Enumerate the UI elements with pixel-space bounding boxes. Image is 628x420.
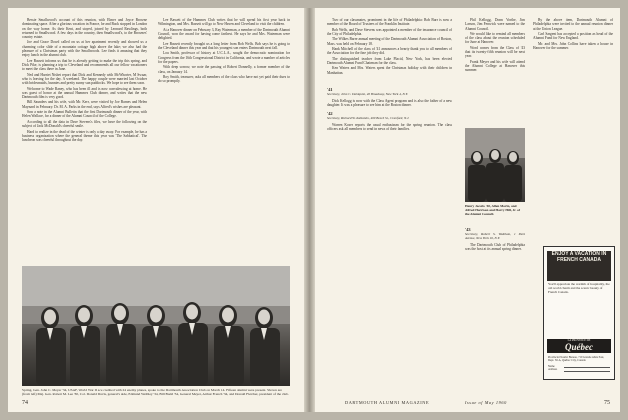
photo-caption: Spring, Gen. John C. Meyer '34, USAF, World War II ace credited with 24 enemy planes, spoke to the Dartmouth Association Club on March 14. Fifteen alumni were present. Shown are (from left) Maj. Gen. Robert M. Lee '30, Col. Donald Davis, general's aide, Edmund Weibley '34, Bill Budd '34, General Meyer, Arthur French '34, and Donald Fletcher, president of the club. [22, 388, 289, 397]
right-column-3 [533, 18, 613, 240]
ad-brand-banner [547, 339, 611, 353]
paragraph: The Wilkes Barre annual meeting of the Dartmouth Alumni Association of Boston, Mass. was held on February 18. [327, 37, 452, 46]
paragraph: Dick Kellogg is now with the Class Agent program and is also the father of a new daughter. It was a pleasure to see him at the Boston dinner. [327, 99, 452, 108]
paragraph: The distinguished teacher from Lake Placid, New York, has been elected Dartmouth Alumni Fund Chairman for the class. [327, 56, 452, 65]
paragraph: Bill Saunders and his wife, with Mr. Kerr, were visited by Joe Barnes and Helen Maynard in February. Dr. M. A. Parks in the end, says Alfred's wishes are pleasant. [22, 100, 147, 109]
issue-date-footer: Issue of May 1960 [465, 400, 507, 405]
paragraph: Phil Kellogg, Donn Vorthe, Jim Larson, Jim Fenwick were named to the Alumni Council. [465, 18, 525, 31]
paragraph: Lee Bassett recently brought us a long letter from Bob Wells. Bob says he is going to the Cleveland dinner this year and that his youngest son enters Dartmouth next fall. [158, 41, 290, 50]
class-secretary-address: Secretary, Robert S. Waltham, 1 Park Avenue, New York 16, N.Y. [465, 232, 525, 241]
paragraph: Bob Wells, and Dave Stevens was appointed a member of the insurance council of the City of Philadelphia. [327, 27, 452, 36]
paragraph: By the above item, Dartmouth Alumni of Philadelphia were invited to the annual reunion dinner at the Union League. [533, 18, 613, 31]
paragraph: Roy Smith, treasurer, asks all members of the class who have not yet paid their dues to do so promptly. [158, 74, 290, 84]
ad-coupon-form [548, 365, 610, 372]
right-page [315, 8, 620, 412]
paragraph: We would like to remind all members of the class about the reunion scheduled for June at Hanover. [465, 31, 525, 45]
right-column-2-lower [465, 224, 525, 390]
paragraph: At a Hanover dinner on February 3, Ray Waterman, a member of the Dartmouth Alumni Council, won the award for having come farthest. He says he and Mrs. Waterman were delighted. [158, 27, 290, 41]
paragraph: Saw a note in the Alumni Bulletin that the first Dartmouth dinner of the year, with Helen Wallace, for a dinner of the Alumni Council of the College. [22, 110, 147, 119]
magazine-footer: DARTMOUTH ALUMNI MAGAZINE [345, 400, 430, 405]
left-column-1 [22, 18, 147, 262]
graduates-photo [465, 128, 525, 202]
class-heading-41: '41 [327, 86, 333, 92]
graduates-photo-figures [465, 128, 525, 202]
paragraph: Lou Smith, professor of history at U.C.L.A., sought the democratic nomination for Congress from the 16th Congressional District in California, and wrote a number of articles for the papers. [158, 51, 290, 64]
group-photo-figures [22, 266, 290, 386]
paragraph: Lee Bassett informs us that he is already getting to make the trip this spring, and Dick Pike, is planning a trip to Cleveland and recommends all our fellow vacationers to meet the class there in June. [22, 58, 147, 72]
left-column-2 [158, 18, 290, 262]
paragraph: Ned and Harriet Nisbet report that Dick and Kennedy with McWhorter, M Swaar, who is leaving for the day. A weekend. The happy couple were married last October with bridesmaids, bunnies and pretty sunny sun paddocks. We hope to see them soon. [22, 72, 147, 86]
right-column-1 [327, 18, 452, 390]
ad-brand-logo: Québec [565, 342, 593, 352]
page-number-left: 74 [22, 400, 28, 406]
paragraph: The Dartmouth Club of Philadelphia was the host at its annual spring dinner. [465, 243, 525, 252]
quebec-tourism-ad [543, 246, 615, 380]
ad-form-address-label: Address [548, 368, 558, 372]
ad-body-text: You'll appreciate the warmth of hospitality, the old world charm and the scenic beauty of French Canada. [548, 282, 610, 294]
paragraph: According to all the data in Dave Stevens's files, we have the following on the subject of Jack McDonald's cheerful smile. [22, 119, 147, 129]
paragraph: Welcome to Wade Raney, who has been ill and is now convalescing at home. He was guest of honor at the annual Hammes Club dinner, and writes that the new Dartmouth film is very good. [22, 86, 147, 99]
paragraph: Joe and Grace Dowd called on us at her apartment recently and showed us a charming color slide of a mountain cottage high above the lake; we also had the pleasure of a Christmas party with the Smallwoods. Lee finds it amusing that they enjoy lunch in the alumni club. [22, 40, 147, 58]
ad-form-name-label: Name [548, 365, 555, 368]
class-secretary-address: Secretary, Richard W. Kalkstein, 409 Beech St., Cranford, N.J. [327, 115, 410, 120]
paragraph: Carl Sargent has accepted a position as head of the Alumni Fund for New England. [533, 31, 613, 41]
page-number-right: 75 [604, 400, 610, 406]
paragraph: Hard to realize in the dead of the winter is only a day away. For example, he has a business organization where the general theme this year was 'The Sabbatical'. The luncheon was cheerful throughout the day. [22, 129, 147, 142]
ad-headline: ENJOY A VACATION IN FRENCH CANADA [547, 251, 611, 281]
class-secretary-address: Secretary, John C. Dahlquist, 40 Broadway, New York 4, N.Y. [327, 92, 408, 97]
paragraph: Lee Bassett of the Hammes Club writes that he will spend his first year back in Wilmington, and Mrs. Bassett will go to New Haven and Cleveland to visit the children. [158, 18, 290, 27]
paragraph: With deep sorrow, we note the passing of Robert Donnelly, a former member of the class, on January 14. [158, 65, 290, 74]
paragraph: Two of our classmates, prominent in the life of Philadelphia: Bob Burr is now a member of the Board of Trustees of the Franklin Institute. [327, 18, 452, 27]
ad-coupon-address: Provincial Tourist Bureau, 710 Grande Allée East, Dept. 50-A, Québec City, Canada [548, 356, 605, 363]
class-heading-42: '42 [327, 110, 333, 116]
ad-brand-prefix: LA PROVINCE DE [567, 339, 591, 342]
page-gutter [304, 8, 315, 412]
paragraph: Bessie Smallwood's account of this reunion, with Elmer and Joyce Browne dominating space. After a glorious vacation in France, he and Buck stopped in London on the way home. As their Kent, and stayed, joined by Leonard Rawlings, both returned to Smallwood. A few days in the country, then Smallwood's, to the Brownes' country estate. [22, 18, 147, 39]
ad-form-address-line [564, 368, 610, 371]
group-photo [22, 266, 290, 386]
class-heading-43: '43 [465, 227, 471, 232]
paragraph: Hank Mitchell of the class of '41 announces a hearty thank you to all members of the Association for the fine job they did. [327, 47, 452, 56]
right-column-2 [465, 18, 525, 122]
graduates-caption: Henry Jacobs '40, Allen Morin, and Alfred Harrison and Harry Hill, Jr. of the Alumni Council. [465, 204, 521, 216]
paragraph: Warren Koser reports the usual enthusiasm for the spring reunion. The class officers ask all members to send in news of their families. [327, 122, 452, 131]
paragraph: Frank Meyer and his wife will attend the Alumni College at Hanover this summer. [465, 59, 525, 73]
paragraph: Ken Waters and Mrs. Waters spent the Christmas holiday with their children in Manhattan. [327, 66, 452, 75]
paragraph: Mr. and Mrs. John Collins have taken a house in Hanover for the summer. [533, 41, 613, 50]
paragraph: Word comes from the Class of '43 that its twenty-fifth reunion will be next year. [465, 45, 525, 59]
left-page [8, 8, 304, 412]
